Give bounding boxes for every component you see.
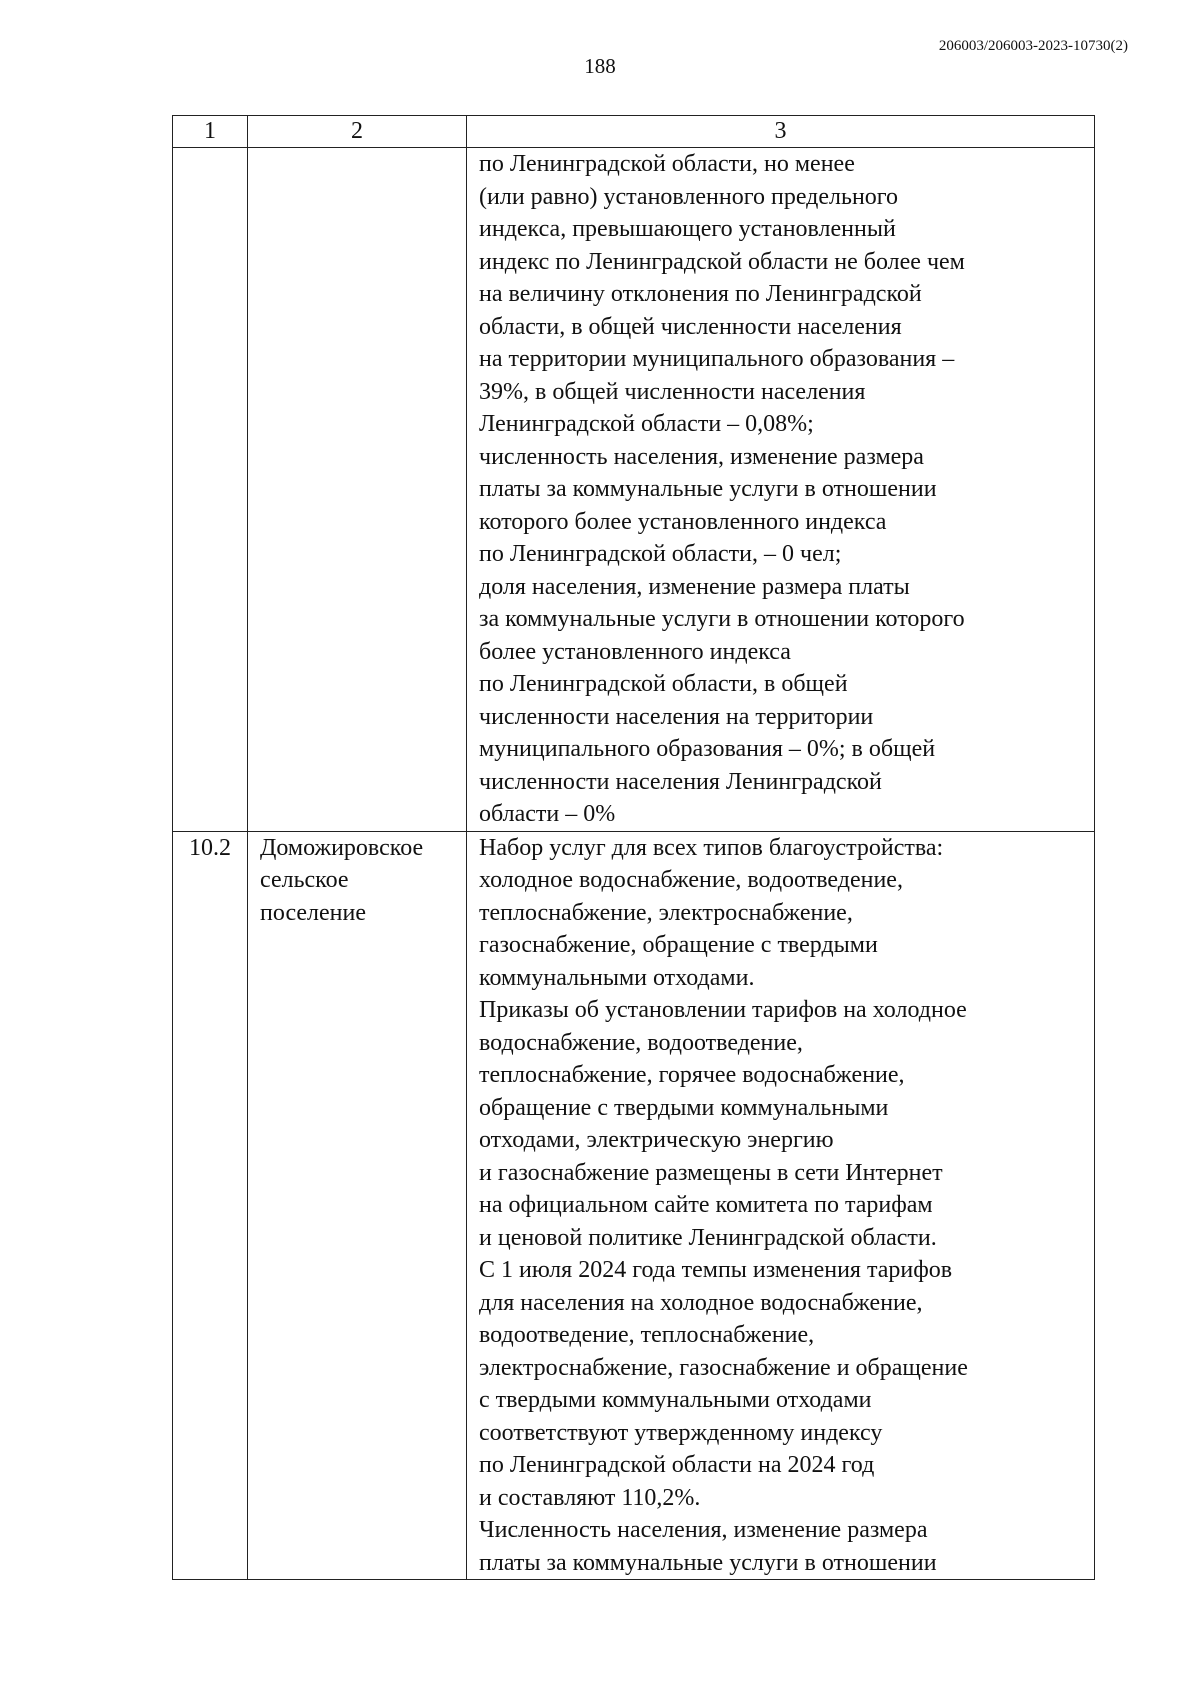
header-cell-2: 2 — [248, 116, 467, 148]
text-line: области, в общей численности населения — [479, 313, 902, 340]
text-line: платы за коммунальные услуги в отношении — [479, 476, 937, 502]
text-line: за коммунальные услуги в отношении которого — [479, 606, 965, 632]
table-row — [173, 148, 1095, 832]
text-line: и составляют 110,2%. — [479, 1484, 701, 1511]
text-line: холодное водоснабжение, водоотведение, — [479, 867, 903, 893]
text-line: поселение — [260, 899, 367, 926]
text-line: доля населения, изменение размера платы — [479, 573, 910, 600]
text-line: области – 0% — [479, 801, 616, 827]
text-line: на территории муниципального образования – — [479, 346, 955, 372]
text-line: по Ленинградской области на 2024 год — [479, 1452, 875, 1478]
data-table — [172, 115, 1095, 1580]
settlement-name-cell — [248, 148, 467, 832]
text-line: обращение с твердыми коммунальными — [479, 1094, 889, 1121]
text-line: отходами, электрическую энергию — [479, 1127, 834, 1153]
text-line: Доможировское — [260, 834, 424, 861]
text-line: численность населения, изменение размера — [479, 443, 924, 470]
table-row — [173, 831, 1095, 1580]
text-line: более установленного индекса — [479, 638, 791, 665]
text-line: и ценовой политике Ленинградской области. — [479, 1224, 937, 1251]
text-line: водоснабжение, водоотведение, — [479, 1029, 803, 1056]
description-cell — [467, 148, 1095, 832]
text-line: по Ленинградской области, но менее — [479, 151, 855, 177]
text-line: с твердыми коммунальными отходами — [479, 1387, 872, 1413]
text-line: Численность населения, изменение размера — [479, 1517, 928, 1543]
text-line: муниципального образования – 0%; в общей — [479, 736, 936, 762]
text-line: газоснабжение, обращение с твердыми — [479, 932, 878, 958]
text-line: на официальном сайте комитета по тарифам — [479, 1192, 933, 1218]
text-line: Ленинградской области – 0,08%; — [479, 411, 814, 437]
page-number: 188 — [584, 54, 616, 78]
text-line: численности населения на территории — [479, 703, 874, 730]
text-line: индекса, превышающего установленный — [479, 216, 896, 242]
text-line: С 1 июля 2024 года темпы изменения тарифов — [479, 1257, 953, 1283]
text-line: на величину отклонения по Ленинградской — [479, 281, 922, 307]
text-line: теплоснабжение, электроснабжение, — [479, 899, 853, 926]
description-cell — [467, 831, 1095, 1580]
header-cell-1: 1 — [173, 116, 248, 148]
text-line: платы за коммунальные услуги в отношении — [479, 1549, 937, 1576]
row-number-cell — [173, 148, 248, 832]
text-line: которого более установленного индекса — [479, 508, 887, 535]
document-id: 206003/206003-2023-10730(2) — [938, 38, 1128, 54]
text-line: Приказы об установлении тарифов на холодное — [479, 997, 967, 1023]
text-line: сельское — [260, 867, 349, 893]
settlement-name-cell — [248, 831, 467, 1580]
text-line: теплоснабжение, горячее водоснабжение, — [479, 1062, 905, 1088]
row-number-cell: 10.2 — [173, 831, 248, 1580]
text-line: Набор услуг для всех типов благоустройства: — [479, 834, 944, 861]
text-line: 39%, в общей численности населения — [479, 378, 866, 405]
text-line: по Ленинградской области, в общей — [479, 671, 848, 697]
header-cell-3: 3 — [467, 116, 1095, 148]
text-line: (или равно) установленного предельного — [479, 183, 899, 210]
text-line: индекс по Ленинградской области не более чем — [479, 248, 965, 275]
text-line: и газоснабжение размещены в сети Интернет — [479, 1159, 943, 1186]
text-line: соответствуют утвержденному индексу — [479, 1419, 883, 1446]
table-header-row — [173, 116, 1095, 148]
text-line: коммунальными отходами. — [479, 964, 755, 991]
text-line: для населения на холодное водоснабжение, — [479, 1289, 923, 1316]
text-line: электроснабжение, газоснабжение и обращение — [479, 1354, 968, 1381]
text-line: водоотведение, теплоснабжение, — [479, 1322, 815, 1348]
text-line: численности населения Ленинградской — [479, 768, 882, 795]
text-line: по Ленинградской области, – 0 чел; — [479, 541, 842, 567]
